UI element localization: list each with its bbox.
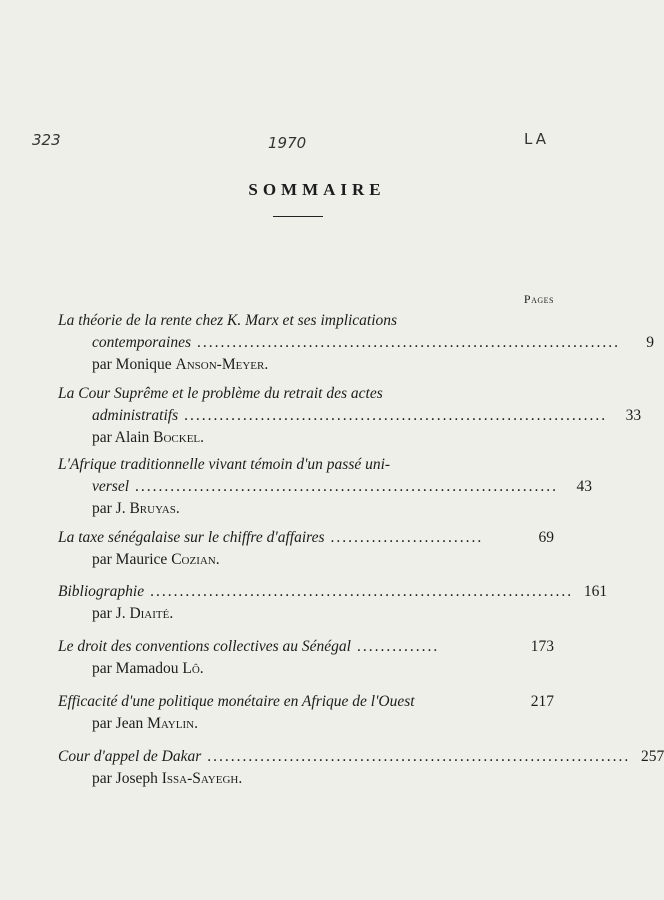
entry-title-line1: L'Afrique traditionnelle vivant témoin d'un passé uni- xyxy=(58,456,391,473)
toc-entry xyxy=(58,383,642,449)
entry-page-number: 9 xyxy=(646,334,655,351)
handwritten-note-year: 1970 xyxy=(268,134,307,152)
entry-page-number: 173 xyxy=(530,638,554,655)
page-title: SOMMAIRE xyxy=(248,180,386,199)
toc-entry xyxy=(58,581,608,625)
entry-page-number: 33 xyxy=(625,407,642,424)
handwritten-note-left: 323 xyxy=(32,131,61,149)
entry-title-line1: La théorie de la rente chez K. Marx et ses implications xyxy=(58,312,398,329)
entry-author: par Jean Maylin. xyxy=(92,715,198,732)
handwritten-note-right: LA xyxy=(524,130,549,148)
entry-author: par Joseph Issa-Sayegh. xyxy=(92,770,243,787)
entry-author: par J. Bruyas. xyxy=(92,500,180,517)
toc-entry xyxy=(58,746,664,790)
toc-entry xyxy=(58,527,554,571)
entry-page-number: 69 xyxy=(538,529,554,546)
toc-entry xyxy=(58,636,554,680)
entry-page-number: 161 xyxy=(583,583,608,600)
entry-title-line1: Bibliographie ........................................................................ 161 xyxy=(58,581,554,603)
entry-title-line2: administratifs ........................................................................ 33 xyxy=(58,405,554,427)
entry-author: par Mamadou Lô. xyxy=(92,660,204,677)
entry-title-line2: versel ........................................................................ 43 xyxy=(58,476,554,498)
entry-author: par Alain Bockel. xyxy=(92,429,205,446)
entry-page-number: 43 xyxy=(576,478,593,495)
toc-entry xyxy=(58,691,554,735)
entry-page-number: 217 xyxy=(530,693,554,710)
entry-title-line1: La Cour Suprême et le problème du retrait des actes xyxy=(58,385,383,402)
entry-author: par Monique Anson-Meyer. xyxy=(92,356,269,373)
entry-title-line2: contemporaines ........................................................................ 9 xyxy=(58,332,554,354)
pages-column-header: Pages xyxy=(523,292,554,306)
entry-title-line1: La taxe sénégalaise sur le chiffre d'affaires .......................... 69 xyxy=(58,527,554,549)
toc-entry xyxy=(58,310,655,376)
entry-title-line1: Efficacité d'une politique monétaire en Afrique de l'Ouest 217 xyxy=(58,691,554,713)
entry-author: par J. Diaité. xyxy=(92,605,174,622)
entry-author: par Maurice Cozian. xyxy=(92,551,220,568)
entry-title-line1: Le droit des conventions collectives au Sénégal .............. 173 xyxy=(58,636,554,658)
toc-entry xyxy=(58,454,593,520)
entry-page-number: 257 xyxy=(640,748,664,765)
title-underline xyxy=(273,216,323,217)
entry-title-line1: Cour d'appel de Dakar ........................................................................ 257 xyxy=(58,746,554,768)
